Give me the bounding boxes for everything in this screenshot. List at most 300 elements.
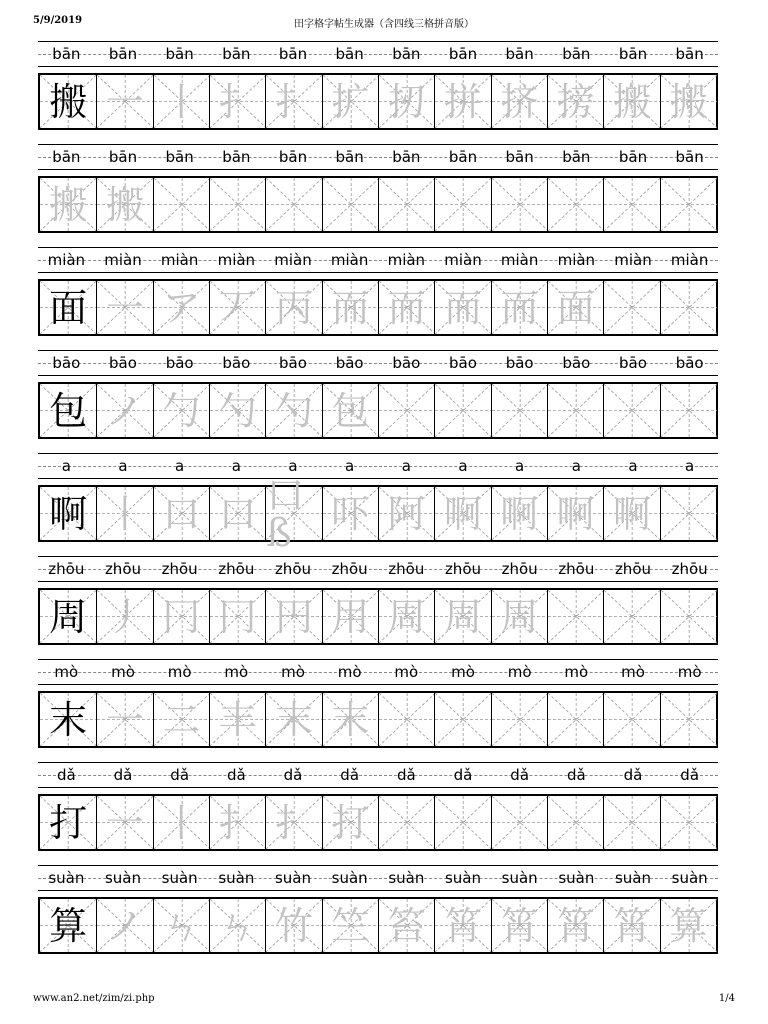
practice-row <box>38 762 718 865</box>
trace-character: 扌 <box>274 79 313 124</box>
pinyin-lines <box>38 865 718 891</box>
grid-cell <box>547 590 603 643</box>
pinyin-label: zhōu <box>671 560 708 578</box>
pinyin-label: mò <box>111 663 135 681</box>
pinyin-lines <box>38 453 718 479</box>
grid-cell <box>434 796 490 849</box>
trace-character: 面 <box>556 285 595 330</box>
trace-character: ㄣ <box>162 903 201 948</box>
pinyin-label: dǎ <box>396 766 416 784</box>
grid-guides <box>266 178 322 231</box>
grid-guides <box>323 178 379 231</box>
pinyin-label: miàn <box>217 251 256 269</box>
grid-cell <box>265 384 321 437</box>
pinyin-label: miàn <box>557 251 596 269</box>
grid-guides <box>210 178 266 231</box>
pinyin-label: a <box>61 457 71 475</box>
grid-cell <box>153 178 209 231</box>
tianzige-grid <box>38 794 718 851</box>
pinyin-label: bān <box>335 45 364 63</box>
pinyin-label: suàn <box>671 869 708 887</box>
trace-character: 丨 <box>162 79 201 124</box>
pinyin-label: a <box>685 457 695 475</box>
pinyin-label: dǎ <box>340 766 360 784</box>
grid-cell <box>378 384 434 437</box>
grid-guides <box>379 796 435 849</box>
grid-guides <box>548 178 604 231</box>
trace-character: 筲 <box>556 903 595 948</box>
grid-cell <box>153 899 209 952</box>
trace-character: 丨 <box>162 800 201 845</box>
pinyin-label: suàn <box>614 869 651 887</box>
pinyin-lines <box>38 144 718 170</box>
grid-cell <box>40 590 96 643</box>
grid-cell <box>603 899 659 952</box>
trace-character: 筲 <box>612 903 651 948</box>
grid-cell <box>603 796 659 849</box>
pinyin-label: miàn <box>670 251 709 269</box>
grid-cell <box>547 178 603 231</box>
grid-cell <box>603 281 659 334</box>
pinyin-label: suàn <box>218 869 255 887</box>
pinyin-label: miàn <box>387 251 426 269</box>
tianzige-grid <box>38 176 718 233</box>
grid-cell <box>491 590 547 643</box>
grid-cell <box>491 487 547 540</box>
trace-character: 一 <box>105 800 144 845</box>
trace-character: 扩 <box>331 79 370 124</box>
pinyin-label: bāo <box>562 354 591 372</box>
grid-guides <box>661 590 717 643</box>
trace-character: 丿 <box>105 594 144 639</box>
pinyin-label: miàn <box>104 251 142 269</box>
grid-cell <box>378 75 434 128</box>
grid-cell <box>660 178 716 231</box>
trace-character: 扨 <box>387 79 426 124</box>
pinyin-label: suàn <box>388 869 425 887</box>
grid-cell <box>322 487 378 540</box>
practice-row <box>38 453 718 556</box>
practice-row <box>38 41 718 144</box>
grid-cell <box>209 487 265 540</box>
page-title: 田字格字帖生成器（含四线三格拼音版） <box>294 19 474 30</box>
model-character: 算 <box>49 903 88 948</box>
pinyin-label: bāo <box>392 354 421 372</box>
grid-cell <box>265 796 321 849</box>
pinyin-label: miàn <box>500 251 539 269</box>
grid-cell <box>322 899 378 952</box>
grid-cell <box>40 796 96 849</box>
tianzige-grid <box>38 73 718 130</box>
grid-cell <box>434 590 490 643</box>
pinyin-label: a <box>231 457 241 475</box>
trace-character: 一 <box>105 285 144 330</box>
grid-cell <box>491 178 547 231</box>
pinyin-label: dǎ <box>283 766 303 784</box>
practice-row <box>38 144 718 247</box>
pinyin-label: mò <box>224 663 249 681</box>
pinyin-label: mò <box>621 663 645 681</box>
trace-character: 啊 <box>500 491 539 536</box>
grid-guides <box>435 796 491 849</box>
pinyin-label: mò <box>281 663 305 681</box>
grid-cell <box>378 796 434 849</box>
grid-cell <box>434 281 490 334</box>
grid-cell <box>209 693 265 746</box>
grid-cell <box>603 590 659 643</box>
grid-cell <box>40 75 96 128</box>
grid-cell <box>378 487 434 540</box>
pinyin-label: zhōu <box>444 560 482 578</box>
trace-character: 一 <box>105 697 144 742</box>
grid-cell <box>153 281 209 334</box>
trace-character: 搬 <box>669 79 708 124</box>
pinyin-label: zhōu <box>614 560 652 578</box>
pinyin-label: mò <box>54 663 79 681</box>
grid-cell <box>209 178 265 231</box>
grid-cell <box>491 796 547 849</box>
tianzige-grid <box>38 472 718 555</box>
pinyin-label: miàn <box>47 251 86 269</box>
trace-character: 丆 <box>218 285 257 330</box>
trace-character: 冂 <box>162 594 201 639</box>
grid-guides <box>548 384 604 437</box>
pinyin-label: a <box>571 457 581 475</box>
pinyin-label: bān <box>392 148 421 166</box>
grid-guides <box>604 693 660 746</box>
grid-cell <box>322 281 378 334</box>
grid-cell <box>322 693 378 746</box>
pinyin-label: bān <box>222 148 251 166</box>
trace-character: 而 <box>500 285 539 330</box>
grid-cell <box>153 590 209 643</box>
pinyin-label: bān <box>562 148 591 166</box>
grid-cell <box>378 693 434 746</box>
trace-character: 勺 <box>274 388 313 433</box>
grid-cell <box>96 487 152 540</box>
trace-character: 挤 <box>500 79 539 124</box>
grid-guides <box>379 384 435 437</box>
trace-character: 末 <box>331 697 370 742</box>
page-number: 1/4 <box>718 993 735 1004</box>
pinyin-label: bān <box>675 148 704 166</box>
grid-guides <box>661 693 717 746</box>
grid-cell <box>265 472 321 555</box>
grid-guides <box>435 693 491 746</box>
pinyin-label: suàn <box>444 869 481 887</box>
grid-guides <box>379 693 435 746</box>
pinyin-label: bān <box>278 45 308 63</box>
grid-guides <box>661 281 717 334</box>
pinyin-label: mò <box>167 663 192 681</box>
grid-cell <box>491 899 547 952</box>
pinyin-label: zhōu <box>558 560 595 578</box>
grid-cell <box>547 75 603 128</box>
model-character: 周 <box>49 594 88 639</box>
trace-character: ノ <box>105 388 144 433</box>
grid-cell <box>491 384 547 437</box>
trace-character: 笞 <box>387 903 426 948</box>
practice-row <box>38 556 718 659</box>
pinyin-label: bāo <box>335 354 364 372</box>
trace-character: 吓 <box>331 491 370 536</box>
grid-guides <box>604 796 660 849</box>
grid-cell <box>209 590 265 643</box>
pinyin-label: bān <box>505 45 534 63</box>
pinyin-label: bān <box>505 148 534 166</box>
grid-cell <box>547 693 603 746</box>
grid-guides <box>435 178 491 231</box>
pinyin-label: suàn <box>104 869 141 887</box>
grid-cell <box>378 178 434 231</box>
trace-character: 口ß <box>266 472 305 555</box>
pinyin-label: zhōu <box>388 560 425 578</box>
pinyin-label: a <box>628 457 638 475</box>
model-character: 包 <box>49 388 88 433</box>
grid-cell <box>603 384 659 437</box>
grid-cell <box>153 487 209 540</box>
trace-character: 搬 <box>612 79 651 124</box>
pinyin-label: a <box>118 457 128 475</box>
grid-cell <box>491 281 547 334</box>
pinyin-lines <box>38 659 718 685</box>
pinyin-label: a <box>515 457 525 475</box>
pinyin-label: a <box>458 457 468 475</box>
trace-character: 算 <box>669 903 708 948</box>
grid-cell <box>378 281 434 334</box>
grid-cell <box>40 281 96 334</box>
pinyin-label: bān <box>562 45 591 63</box>
grid-cell <box>265 590 321 643</box>
trace-character: 周 <box>443 594 482 639</box>
grid-cell <box>209 796 265 849</box>
trace-character: 冂 <box>218 594 257 639</box>
pinyin-label: bān <box>52 148 81 166</box>
grid-cell <box>434 384 490 437</box>
trace-character: 末 <box>274 697 313 742</box>
trace-character: 円 <box>274 594 313 639</box>
pinyin-label: suàn <box>48 869 85 887</box>
pinyin-label: dǎ <box>566 766 586 784</box>
grid-guides <box>604 384 660 437</box>
trace-character: 打 <box>331 800 370 845</box>
grid-cell <box>209 281 265 334</box>
pinyin-label: miàn <box>614 251 652 269</box>
grid-cell <box>96 75 152 128</box>
practice-row <box>38 659 718 762</box>
grid-cell <box>660 281 716 334</box>
trace-character: 口 <box>162 491 201 536</box>
grid-cell <box>660 899 716 952</box>
trace-character: 一 <box>105 79 144 124</box>
model-character: 打 <box>49 800 88 845</box>
trace-character: 啊 <box>556 491 595 536</box>
practice-row <box>38 865 718 968</box>
grid-cell <box>660 75 716 128</box>
pinyin-label: miàn <box>444 251 482 269</box>
tianzige-grid <box>38 382 718 439</box>
grid-cell <box>96 796 152 849</box>
pinyin-lines <box>38 762 718 788</box>
model-character: 末 <box>49 697 88 742</box>
practice-row <box>38 350 718 453</box>
grid-cell <box>265 693 321 746</box>
pinyin-label: dǎ <box>113 766 133 784</box>
grid-cell <box>434 899 490 952</box>
pinyin-label: bān <box>222 45 251 63</box>
trace-character: 搒 <box>556 79 595 124</box>
pinyin-label: bāo <box>675 354 704 372</box>
grid-guides <box>435 384 491 437</box>
grid-guides <box>154 178 210 231</box>
pinyin-label: dǎ <box>226 766 246 784</box>
grid-guides <box>661 487 717 540</box>
practice-row <box>38 247 718 350</box>
grid-cell <box>322 384 378 437</box>
trace-character: 用 <box>331 594 370 639</box>
grid-cell <box>660 384 716 437</box>
pinyin-label: a <box>175 457 185 475</box>
pinyin-label: dǎ <box>510 766 530 784</box>
grid-cell <box>660 693 716 746</box>
pinyin-label: mò <box>507 663 532 681</box>
trace-character: 啊 <box>612 491 651 536</box>
trace-character: 竹 <box>274 903 313 948</box>
grid-guides <box>661 796 717 849</box>
pinyin-lines <box>38 556 718 582</box>
grid-cell <box>209 899 265 952</box>
grid-cell <box>491 75 547 128</box>
pinyin-label: bāo <box>449 354 477 372</box>
pinyin-label: bāo <box>619 354 647 372</box>
pinyin-label: suàn <box>558 869 595 887</box>
trace-character: 二 <box>162 697 201 742</box>
grid-guides <box>661 384 717 437</box>
grid-cell <box>603 75 659 128</box>
pinyin-label: a <box>288 457 298 475</box>
grid-cell <box>265 178 321 231</box>
trace-character: 而 <box>443 285 482 330</box>
trace-character: 阿 <box>387 491 426 536</box>
pinyin-lines <box>38 41 718 67</box>
pinyin-label: a <box>401 457 411 475</box>
grid-cell <box>603 693 659 746</box>
trace-character: 筲 <box>443 903 482 948</box>
grid-cell <box>434 693 490 746</box>
tianzige-grid <box>38 279 718 336</box>
grid-guides <box>548 796 604 849</box>
pinyin-label: dǎ <box>680 766 700 784</box>
grid-cell <box>322 590 378 643</box>
pinyin-label: bān <box>278 148 308 166</box>
footer-url: www.an2.net/zim/zi.php <box>33 993 155 1004</box>
pinyin-label: zhōu <box>161 560 198 578</box>
tianzige-grid <box>38 588 718 645</box>
grid-guides <box>492 178 548 231</box>
grid-cell <box>660 796 716 849</box>
grid-cell <box>40 384 96 437</box>
pinyin-lines <box>38 247 718 273</box>
pinyin-label: suàn <box>274 869 311 887</box>
pinyin-label: bān <box>392 45 421 63</box>
pinyin-label: mò <box>677 663 702 681</box>
grid-cell <box>96 899 152 952</box>
grid-guides <box>661 178 717 231</box>
pinyin-label: bān <box>618 45 648 63</box>
trace-character: 丨 <box>105 491 144 536</box>
pinyin-label: bān <box>52 45 81 63</box>
grid-cell <box>547 384 603 437</box>
grid-cell <box>547 899 603 952</box>
grid-guides <box>492 384 548 437</box>
pinyin-label: bān <box>108 45 138 63</box>
trace-character: 丰 <box>218 697 257 742</box>
pinyin-label: dǎ <box>453 766 473 784</box>
trace-character: 周 <box>500 594 539 639</box>
grid-guides <box>548 693 604 746</box>
grid-cell <box>322 178 378 231</box>
pinyin-label: bān <box>448 148 478 166</box>
pinyin-label: mò <box>337 663 362 681</box>
grid-cell <box>153 796 209 849</box>
grid-cell <box>603 178 659 231</box>
trace-character: 啊 <box>443 491 482 536</box>
pinyin-label: suàn <box>501 869 538 887</box>
grid-guides <box>604 178 660 231</box>
grid-guides <box>604 590 660 643</box>
pinyin-label: bān <box>618 148 648 166</box>
trace-character: 扌 <box>218 79 257 124</box>
model-character: 啊 <box>49 491 88 536</box>
pinyin-label: zhōu <box>104 560 142 578</box>
trace-character: 搬 <box>105 182 144 227</box>
grid-cell <box>547 487 603 540</box>
grid-guides <box>379 178 435 231</box>
trace-character: 勹 <box>162 388 201 433</box>
trace-character: 丙 <box>274 285 313 330</box>
pinyin-label: a <box>345 457 355 475</box>
grid-cell <box>96 693 152 746</box>
pinyin-label: bān <box>165 148 194 166</box>
grid-cell <box>96 281 152 334</box>
grid-cell <box>96 384 152 437</box>
grid-cell <box>660 487 716 540</box>
grid-cell <box>265 281 321 334</box>
pinyin-label: zhōu <box>218 560 255 578</box>
trace-character: 搬 <box>49 182 88 227</box>
pinyin-label: mò <box>451 663 475 681</box>
grid-guides <box>492 693 548 746</box>
trace-character: ㄣ <box>218 903 257 948</box>
trace-character: 扌 <box>274 800 313 845</box>
grid-cell <box>322 75 378 128</box>
pinyin-label: mò <box>564 663 589 681</box>
grid-guides <box>548 590 604 643</box>
pinyin-label: bān <box>675 45 704 63</box>
tianzige-grid <box>38 897 718 954</box>
pinyin-lines <box>38 350 718 376</box>
grid-cell <box>153 384 209 437</box>
grid-cell <box>547 796 603 849</box>
pinyin-label: zhōu <box>48 560 85 578</box>
pinyin-label: bāo <box>109 354 137 372</box>
grid-cell <box>40 487 96 540</box>
grid-cell <box>209 384 265 437</box>
trace-character: 周 <box>387 594 426 639</box>
pinyin-label: bān <box>448 45 478 63</box>
trace-character: 筲 <box>500 903 539 948</box>
pinyin-label: miàn <box>330 251 369 269</box>
